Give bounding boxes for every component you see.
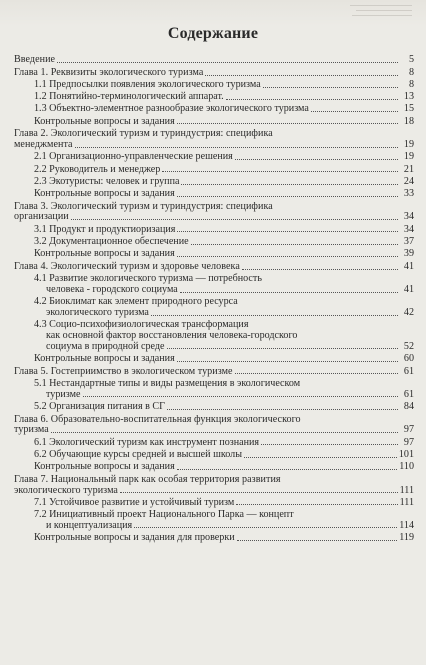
toc-entry-title: туризма (14, 424, 49, 436)
toc-page-number: 110 (399, 460, 414, 472)
toc-entry-title: 1.2 Понятийно-терминологический аппарат. (34, 91, 224, 103)
toc-entry-title: экологического туризма (14, 484, 118, 496)
dot-leader (167, 409, 398, 410)
toc-page-number: 84 (403, 400, 414, 412)
toc-entry-title: Глава 4. Экологический туризм и здоровье человека (14, 260, 240, 272)
toc-chapter-entry[interactable] (14, 475, 414, 497)
toc-page-number: 41 (403, 260, 414, 272)
toc-section-entry[interactable] (14, 237, 414, 248)
toc-section-entry[interactable] (14, 354, 414, 365)
dot-leader (180, 292, 398, 293)
toc-entry-title: 1.1 Предпосылки появления экологического туризма (34, 78, 261, 90)
dot-leader (151, 315, 398, 316)
dot-leader (177, 123, 398, 124)
page-title: Содержание (167, 25, 259, 42)
toc-page-number: 15 (403, 103, 414, 115)
toc-page-number: 21 (403, 163, 414, 175)
toc-page-number: 111 (399, 496, 414, 508)
toc-entry-title: Глава 2. Экологический туризм и туриндустрия: специфика (14, 128, 273, 140)
toc-section-entry[interactable] (14, 533, 414, 544)
toc-section-entry[interactable] (14, 462, 414, 473)
bleed-line (350, 5, 412, 6)
toc-entry-title: социума в природной среде (46, 340, 165, 352)
dot-leader (120, 492, 398, 493)
toc-entry-title: 3.1 Продукт и продуктиоризация (34, 223, 176, 235)
bleed-line (356, 10, 412, 11)
toc-chapter-entry[interactable] (14, 415, 414, 437)
dot-leader (226, 99, 398, 100)
toc-entry-title: 1.3 Объектно-элементное разнообразие экологического туризма (34, 103, 309, 115)
toc-entry-title: Контрольные вопросы и задания (34, 115, 175, 127)
toc-chapter-entry[interactable] (14, 367, 414, 378)
toc-page-number: 33 (403, 187, 414, 199)
toc-entry-title: человека - городского социума (46, 283, 178, 295)
dot-leader (162, 171, 398, 172)
toc-entry-title: Контрольные вопросы и задания (34, 460, 175, 472)
toc-entry-title: 3.2 Документационное обеспечение (34, 235, 189, 247)
toc-section-entry[interactable] (14, 177, 414, 188)
toc-entry-title: 7.2 Инициативный проект Национального Парка — концепт (34, 508, 294, 520)
toc-page-number: 111 (399, 484, 414, 496)
toc-entry-title: и концептуализация (46, 519, 133, 531)
dot-leader (57, 62, 398, 63)
toc-entry-title: Глава 5. Гостеприимство в экологическом туризме (14, 365, 233, 377)
toc-entry-title: 4.2 Биоклимат как элемент природного ресурса (34, 296, 238, 308)
toc-page-number: 37 (403, 235, 414, 247)
toc-page-number: 97 (403, 436, 414, 448)
toc-chapter-entry[interactable] (14, 202, 414, 224)
dot-leader (75, 147, 398, 148)
bleed-line (352, 15, 412, 16)
dot-leader (237, 540, 398, 541)
toc-page-number: 18 (403, 115, 414, 127)
toc-page-number: 101 (398, 448, 414, 460)
toc-chapter-entry[interactable] (14, 68, 414, 79)
toc-entry-title: менеджмента (14, 139, 73, 151)
toc-page-number: 52 (403, 340, 414, 352)
toc-page-number: 61 (403, 388, 414, 400)
toc-entry-title: Контрольные вопросы и задания для проверки (34, 531, 235, 543)
dot-leader (177, 256, 398, 257)
toc-section-entry[interactable] (14, 152, 414, 163)
toc-entry-title: туризме (46, 388, 81, 400)
toc-section-entry[interactable] (14, 510, 414, 532)
toc-page-number: 24 (403, 175, 414, 187)
toc-section-entry[interactable] (14, 225, 414, 236)
toc-page-number: 61 (403, 365, 414, 377)
toc-section-entry[interactable] (14, 92, 414, 103)
toc-entry-title: экологического туризма (46, 306, 149, 318)
dot-leader (242, 269, 398, 270)
dot-leader (177, 231, 398, 232)
toc-entry-title: Введение (14, 54, 56, 65)
toc-entry-title: 2.1 Организационно-управленческие решения (34, 151, 233, 163)
toc-section-entry[interactable] (14, 320, 414, 352)
toc-page-number: 34 (403, 223, 414, 235)
toc-section-entry[interactable] (14, 189, 414, 200)
toc-section-entry[interactable] (14, 450, 414, 461)
dot-leader (263, 87, 398, 88)
toc-page-number: 8 (408, 78, 414, 90)
toc-section-entry[interactable] (14, 379, 414, 401)
dot-leader (244, 457, 397, 458)
toc-page-number: 5 (408, 54, 414, 65)
toc-section-entry[interactable] (14, 498, 414, 509)
toc-page-number: 19 (403, 139, 414, 151)
toc-entry-title: Контрольные вопросы и задания (34, 187, 175, 199)
dot-leader (71, 219, 398, 220)
toc-entry-title: 6.1 Экологический туризм как инструмент познания (34, 436, 260, 448)
toc-section-entry[interactable] (14, 402, 414, 413)
toc-page-number: 19 (403, 151, 414, 163)
dot-leader (235, 373, 398, 374)
toc-entry-title: 4.3 Социо-психофизиологическая трансформация (34, 319, 249, 330)
toc-entry-title: 2.2 Руководитель и менеджер (34, 163, 161, 175)
toc-entry-title: 6.2 Обучающие курсы средней и высшей школы (34, 448, 242, 460)
toc-section-entry[interactable] (14, 274, 414, 296)
dot-leader (181, 184, 398, 185)
toc-section-entry[interactable] (14, 297, 414, 319)
toc-entry-title: Глава 1. Реквизиты экологического туризма (14, 66, 204, 78)
dot-leader (177, 469, 397, 470)
toc-entry-title: Глава 6. Образовательно-воспитательная функция экологического (14, 413, 301, 425)
toc-chapter-entry[interactable] (14, 129, 414, 151)
toc-chapter-entry[interactable] (14, 262, 414, 273)
toc-entry-title: как основной фактор восстановления человека-городского (46, 329, 298, 341)
toc-entry-title: Контрольные вопросы и задания (34, 352, 175, 364)
bleed-through-text (0, 0, 426, 26)
toc-page-number: 119 (399, 531, 414, 543)
toc-entry-title: 7.1 Устойчивое развитие и устойчивый туризм (34, 496, 235, 508)
dot-leader (235, 159, 398, 160)
toc-entry-title: 5.1 Нестандартные типы и виды размещения в экологическом (34, 377, 301, 389)
toc-section-entry[interactable] (14, 117, 414, 128)
dot-leader (177, 361, 398, 362)
toc-page-number: 39 (403, 248, 414, 260)
toc-entry-title: 2.3 Экотуристы: человек и группа (34, 175, 180, 187)
toc-section-entry[interactable] (14, 80, 414, 91)
toc-section-entry[interactable] (14, 165, 414, 176)
dot-leader (167, 348, 398, 349)
toc-entry-title: Глава 7. Национальный парк как особая территория развития (14, 473, 281, 485)
toc-page-number: 13 (403, 91, 414, 103)
toc-entry-title: организации (14, 211, 69, 223)
toc-entry-title: Контрольные вопросы и задания (34, 248, 175, 260)
dot-leader (311, 111, 398, 112)
dot-leader (236, 504, 397, 505)
toc-section-entry[interactable] (14, 438, 414, 449)
toc-page-number: 41 (403, 283, 414, 295)
toc-chapter-entry[interactable] (14, 55, 414, 66)
dot-leader (83, 396, 399, 397)
dot-leader (134, 527, 397, 528)
toc-section-entry[interactable] (14, 249, 414, 260)
toc-page-number: 60 (403, 352, 414, 364)
toc-section-entry[interactable] (14, 104, 414, 115)
toc-page-number: 97 (403, 424, 414, 436)
toc-entry-title: Глава 3. Экологический туризм и туриндустрия: специфика (14, 200, 273, 212)
toc-page-number: 42 (403, 306, 414, 318)
toc-page-number: 34 (403, 211, 414, 223)
dot-leader (261, 444, 398, 445)
toc-page-number: 114 (399, 519, 414, 531)
toc-entry-title: 4.1 Развитие экологического туризма — потребность (34, 273, 262, 285)
dot-leader (205, 75, 398, 76)
toc-entry-title: 5.2 Организация питания в СГ (34, 400, 165, 412)
dot-leader (191, 244, 398, 245)
dot-leader (177, 196, 398, 197)
toc-page-number: 8 (408, 66, 414, 78)
table-of-contents (14, 55, 414, 544)
dot-leader (51, 432, 398, 433)
